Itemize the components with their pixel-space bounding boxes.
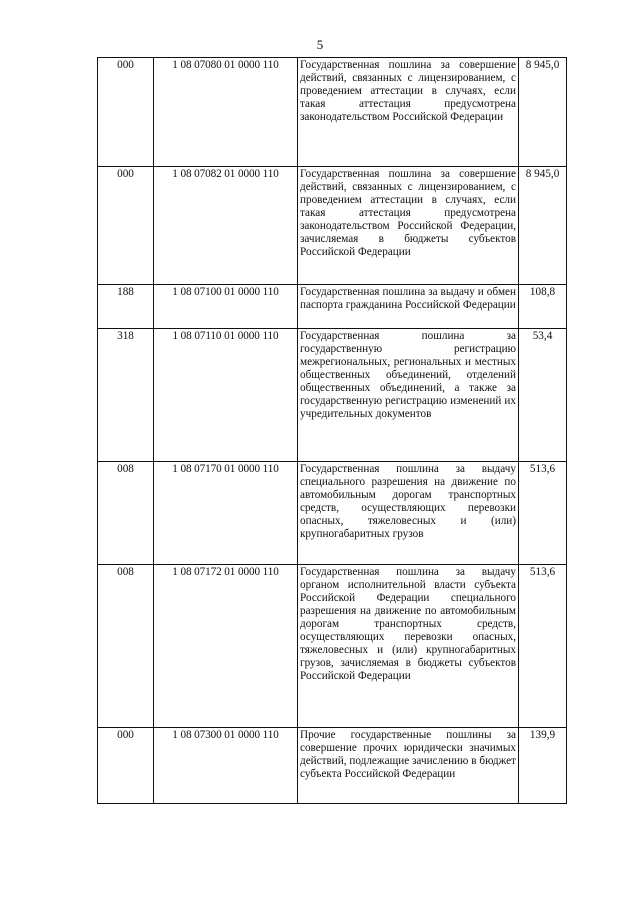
table-row: [98, 285, 567, 329]
budget-code-cell: 1 08 07170 01 0000 110: [154, 462, 298, 565]
table-row: [98, 462, 567, 565]
amount-cell: 108,8: [519, 285, 567, 329]
page-number: 5: [316, 37, 324, 52]
description-cell: Прочие государственные пошлины за совершение прочих юридически значимых действий, подлежащие зачислению в бюджет субъекта Российской Федерации: [298, 728, 519, 804]
table-row: [98, 167, 567, 285]
table-row: [98, 728, 567, 804]
admin-code-cell: 008: [98, 462, 154, 565]
amount-cell: 8 945,0: [519, 58, 567, 167]
description-cell: Государственная пошлина за выдачу органом исполнительной власти субъекта Российской Федерации специального разрешения на движение по автомобильным дорогам транспортных средств, осуществляющих перевозки опасных, тяжеловесных и (или) крупногабаритных грузов, зачисляемая в бюджеты субъектов Российской Федерации: [298, 565, 519, 728]
description-cell: Государственная пошлина за выдачу и обмен паспорта гражданина Российской Федерации: [298, 285, 519, 329]
admin-code-cell: 000: [98, 167, 154, 285]
budget-code-cell: 1 08 07100 01 0000 110: [154, 285, 298, 329]
amount-cell: 513,6: [519, 462, 567, 565]
amount-cell: 53,4: [519, 329, 567, 462]
table-row: [98, 58, 567, 167]
description-cell: Государственная пошлина за совершение действий, связанных с лицензированием, с проведением аттестации в случаях, если такая аттестация предусмотрена законодательством Российской Федерации: [298, 58, 519, 167]
admin-code-cell: 000: [98, 728, 154, 804]
budget-code-cell: 1 08 07172 01 0000 110: [154, 565, 298, 728]
revenue-table: [97, 57, 567, 804]
budget-code-cell: 1 08 07300 01 0000 110: [154, 728, 298, 804]
amount-cell: 513,6: [519, 565, 567, 728]
description-cell: Государственная пошлина за выдачу специального разрешения на движение по автомобильным дорогам транспортных средств, осуществляющих перевозки опасных, тяжеловесных и (или) крупногабаритных грузов: [298, 462, 519, 565]
amount-cell: 139,9: [519, 728, 567, 804]
admin-code-cell: 318: [98, 329, 154, 462]
admin-code-cell: 188: [98, 285, 154, 329]
admin-code-cell: 000: [98, 58, 154, 167]
description-cell: Государственная пошлина за государственную регистрацию межрегиональных, региональных и местных общественных объединений, отделений общественных объединений, а также за государственную регистрацию изменений их учредительных документов: [298, 329, 519, 462]
amount-cell: 8 945,0: [519, 167, 567, 285]
budget-code-cell: 1 08 07082 01 0000 110: [154, 167, 298, 285]
table-row: [98, 565, 567, 728]
budget-code-cell: 1 08 07080 01 0000 110: [154, 58, 298, 167]
table-row: [98, 329, 567, 462]
description-cell: Государственная пошлина за совершение действий, связанных с лицензированием, с проведением аттестации в случаях, если такая аттестация предусмотрена законодательством Российской Федерации, зачисляемая в бюджеты субъектов Российской Федерации: [298, 167, 519, 285]
budget-code-cell: 1 08 07110 01 0000 110: [154, 329, 298, 462]
admin-code-cell: 008: [98, 565, 154, 728]
